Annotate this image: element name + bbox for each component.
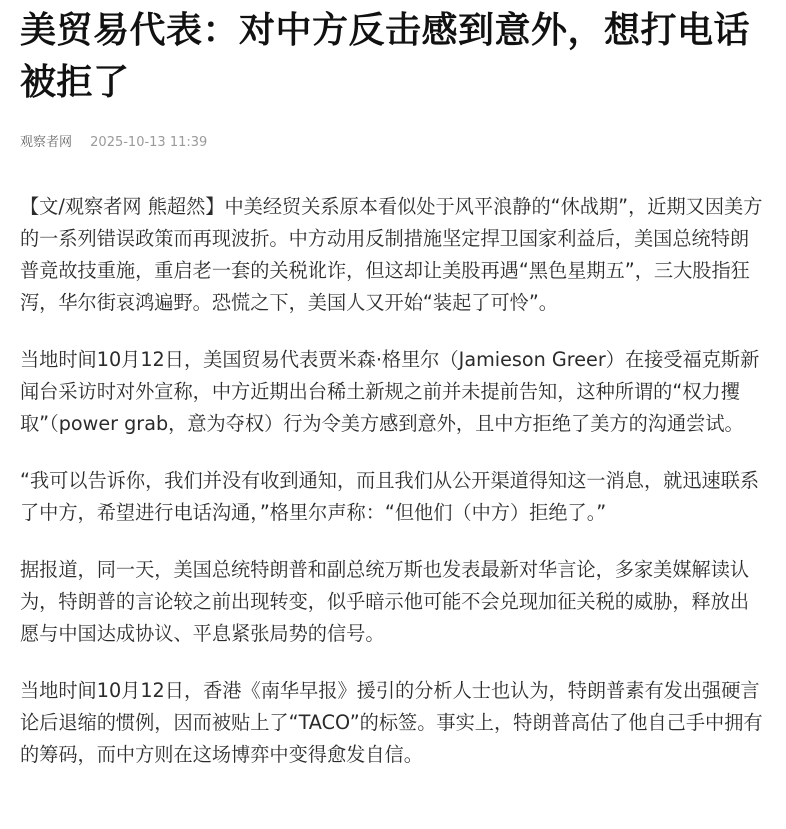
article-paragraph: 【文/观察者网 熊超然】中美经贸关系原本看似处于风平浪静的“休战期”，近期又因美方的一系列错误政策而再现波折。中方动用反制措施坚定捍卫国家利益后，美国总统特朗普竟故技重施，重启老一套的关税讹诈，但这却让美股再遇“黑色星期五”，三大股指狂泻，华尔街哀鸿遍野。恐慌之下，美国人又开始“装起了可怜”。 [20,195,763,314]
article-meta [20,133,768,153]
article-source[interactable]: 观察者网 [20,135,73,150]
article-datetime: 2025-10-13 11:39 [90,135,208,150]
article-paragraph: “我可以告诉你，我们并没有收到通知，而且我们从公开渠道得知这一消息，就迅速联系了中方，希望进行电话沟通，”格里尔声称：“但他们（中方）拒绝了。” [20,469,760,524]
article-paragraph: 据报道，同一天，美国总统特朗普和副总统万斯也发表最新对华言论，多家美媒解读认为，特朗普的言论较之前出现转变，似乎暗示他可能不会兑现加征关税的威胁，释放出愿与中国达成协议、平息紧张局势的信号。 [20,558,750,645]
article-paragraph: 当地时间10月12日，美国贸易代表贾米森·格里尔（Jamieson Greer）在接受福克斯新闻台采访时对外宣称，中方近期出台稀土新规之前并未提前告知，这种所谓的“权力攫取”（power grab，意为夺权）行为令美方感到意外，且中方拒绝了美方的沟通尝试。 [20,348,760,435]
article-body [20,191,768,771]
article-title: 美贸易代表：对中方反击感到意外，想打电话被拒了 [20,10,751,103]
article-paragraph: 当地时间10月12日，香港《南华早报》援引的分析人士也认为，特朗普素有发出强硬言论后退缩的惯例，因而被贴上了“TACO”的标签。事实上，特朗普高估了他自己手中拥有的筹码，而中方则在这场博弈中变得愈发自信。 [20,679,763,766]
